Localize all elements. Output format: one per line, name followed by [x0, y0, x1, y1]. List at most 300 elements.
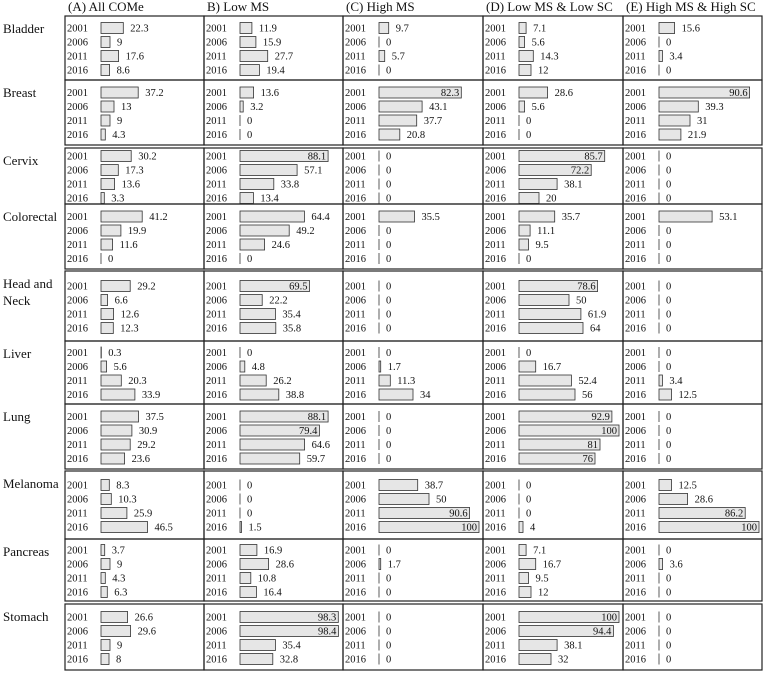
- year-label: 2006: [625, 426, 646, 437]
- year-label: 2016: [485, 454, 506, 465]
- year-label: 2011: [67, 240, 88, 251]
- value-label: 37.5: [145, 412, 164, 423]
- year-label: 2006: [485, 165, 506, 177]
- year-label: 2011: [625, 508, 646, 520]
- year-label: 2001: [67, 88, 88, 99]
- year-label: 2011: [345, 179, 366, 191]
- row-label: Liver: [3, 346, 32, 361]
- value-label: 100: [601, 612, 617, 624]
- value-label: 29.2: [137, 281, 156, 293]
- row-label: Breast: [3, 85, 37, 100]
- value-label: 0: [526, 348, 532, 359]
- year-label: 2001: [345, 545, 366, 557]
- row-label: Neck: [3, 293, 31, 308]
- bar: [240, 587, 256, 598]
- value-label: 0: [108, 254, 114, 265]
- year-label: 2016: [625, 587, 646, 599]
- bar: [240, 51, 268, 62]
- row-label: Cervix: [3, 153, 39, 168]
- value-label: 0: [666, 226, 672, 237]
- bar: [240, 239, 265, 250]
- bar: [379, 375, 390, 386]
- year-label: 2006: [67, 426, 88, 437]
- bar: [659, 389, 672, 400]
- bar: [101, 508, 127, 519]
- year-label: 2011: [67, 116, 88, 127]
- year-label: 2016: [345, 454, 366, 465]
- year-label: 2016: [625, 130, 646, 141]
- bar: [519, 101, 525, 112]
- year-label: 2006: [625, 494, 646, 506]
- year-label: 2016: [485, 130, 506, 141]
- value-label: 3.7: [111, 545, 125, 557]
- year-label: 2006: [625, 102, 646, 113]
- year-label: 2016: [67, 130, 88, 141]
- year-label: 2001: [345, 612, 366, 624]
- year-label: 2016: [345, 130, 366, 141]
- value-label: 35.4: [282, 640, 301, 652]
- year-label: 2011: [625, 573, 646, 585]
- year-label: 2006: [345, 559, 366, 571]
- value-label: 9.5: [535, 240, 549, 251]
- bar: [519, 573, 529, 584]
- year-label: 2001: [625, 480, 646, 492]
- year-label: 2001: [485, 480, 506, 492]
- bar: [519, 295, 569, 306]
- year-label: 2006: [485, 426, 506, 437]
- bar: [519, 239, 529, 250]
- value-label: 0: [666, 587, 672, 599]
- year-label: 2006: [485, 37, 506, 49]
- year-label: 2016: [345, 587, 366, 599]
- bar: [240, 559, 269, 570]
- year-label: 2016: [67, 390, 88, 401]
- year-label: 2001: [345, 88, 366, 99]
- bar: [659, 115, 690, 126]
- bar: [101, 626, 131, 637]
- year-label: 2016: [485, 522, 506, 534]
- bar: [101, 559, 110, 570]
- value-label: 0: [247, 494, 253, 506]
- year-label: 2011: [485, 116, 506, 127]
- bar: [379, 211, 415, 222]
- value-label: 76: [582, 454, 593, 465]
- year-label: 2006: [67, 102, 88, 113]
- value-label: 43.1: [429, 102, 448, 113]
- year-label: 2016: [345, 522, 366, 534]
- year-label: 2006: [345, 102, 366, 113]
- bar: [101, 101, 114, 112]
- value-label: 4.8: [251, 362, 265, 373]
- bar: [101, 640, 110, 651]
- value-label: 37.2: [145, 88, 164, 99]
- year-label: 2011: [625, 179, 646, 191]
- year-label: 2016: [206, 193, 227, 205]
- value-label: 28.6: [554, 88, 573, 99]
- year-label: 2001: [206, 480, 227, 492]
- value-label: 8.6: [116, 65, 130, 77]
- year-label: 2011: [485, 376, 506, 387]
- bar: [240, 439, 305, 450]
- value-label: 0: [386, 640, 392, 652]
- value-label: 9: [117, 116, 123, 127]
- value-label: 13.6: [121, 179, 140, 191]
- bar: [379, 361, 381, 372]
- year-label: 2001: [485, 612, 506, 624]
- bar: [379, 480, 418, 491]
- year-label: 2006: [345, 295, 366, 307]
- bar: [659, 480, 672, 491]
- value-label: 8: [116, 654, 122, 666]
- value-label: 0: [386, 226, 392, 237]
- year-label: 2006: [67, 295, 88, 307]
- year-label: 2001: [67, 151, 88, 163]
- bar: [519, 545, 526, 556]
- value-label: 0: [526, 130, 532, 141]
- value-label: 50: [436, 494, 447, 506]
- value-label: 17.3: [125, 165, 144, 177]
- value-label: 16.9: [263, 545, 283, 557]
- year-label: 2011: [67, 51, 88, 63]
- value-label: 0: [666, 362, 672, 373]
- value-label: 0: [666, 240, 672, 251]
- bar: [519, 522, 523, 533]
- value-label: 0: [386, 193, 392, 205]
- value-label: 88.1: [307, 151, 327, 163]
- value-label: 61.9: [587, 309, 607, 321]
- value-label: 0: [666, 295, 672, 307]
- year-label: 2011: [625, 640, 646, 652]
- value-label: 0: [386, 151, 392, 163]
- year-label: 2001: [625, 281, 646, 293]
- bar: [240, 573, 251, 584]
- year-label: 2016: [67, 587, 88, 599]
- bar: [101, 165, 118, 176]
- bar: [519, 559, 536, 570]
- value-label: 0: [386, 454, 392, 465]
- year-label: 2006: [67, 559, 88, 571]
- bar: [519, 23, 526, 34]
- value-label: 81: [587, 440, 598, 451]
- value-label: 0: [666, 640, 672, 652]
- value-label: 0: [386, 240, 392, 251]
- value-label: 90.6: [729, 88, 748, 99]
- year-label: 2011: [67, 440, 88, 451]
- year-label: 2006: [485, 226, 506, 237]
- value-label: 0: [386, 323, 392, 335]
- year-label: 2011: [345, 116, 366, 127]
- value-label: 90.6: [449, 508, 468, 520]
- value-label: 5.6: [113, 362, 127, 373]
- year-label: 2016: [625, 254, 646, 265]
- year-label: 2011: [206, 309, 227, 321]
- bar: [240, 640, 275, 651]
- year-label: 2016: [485, 65, 506, 77]
- bar: [379, 51, 385, 62]
- year-label: 2011: [345, 240, 366, 251]
- value-label: 20.8: [406, 130, 426, 141]
- bar: [519, 375, 571, 386]
- value-label: 86.2: [724, 508, 744, 520]
- year-label: 2011: [206, 573, 227, 585]
- year-label: 2006: [345, 226, 366, 237]
- bar: [379, 115, 417, 126]
- bar: [101, 389, 135, 400]
- bar: [101, 439, 130, 450]
- year-label: 2006: [625, 626, 646, 638]
- column-header: (A) All COMe: [68, 0, 144, 14]
- value-label: 78.6: [577, 281, 596, 293]
- year-label: 2001: [206, 212, 227, 223]
- value-label: 0: [666, 65, 672, 77]
- value-label: 0: [386, 65, 392, 77]
- value-label: 12.3: [120, 323, 139, 335]
- year-label: 2006: [67, 626, 88, 638]
- value-label: 88.1: [307, 412, 327, 423]
- year-label: 2001: [485, 348, 506, 359]
- value-label: 100: [461, 522, 477, 534]
- year-label: 2006: [206, 165, 227, 177]
- bar: [101, 23, 123, 34]
- year-label: 2016: [67, 522, 88, 534]
- value-label: 46.5: [154, 522, 173, 534]
- year-label: 2011: [67, 309, 88, 321]
- value-label: 33.9: [141, 390, 161, 401]
- year-label: 2011: [67, 640, 88, 652]
- value-label: 19.9: [127, 226, 147, 237]
- value-label: 0: [666, 412, 672, 423]
- year-label: 2011: [345, 309, 366, 321]
- value-label: 79.4: [299, 426, 318, 437]
- year-label: 2011: [485, 573, 506, 585]
- column-header: (D) Low MS & Low SC: [486, 0, 613, 14]
- bar: [519, 654, 551, 665]
- year-label: 2001: [206, 545, 227, 557]
- value-label: 30.9: [138, 426, 158, 437]
- value-label: 64.4: [311, 212, 330, 223]
- bar: [240, 375, 266, 386]
- value-label: 12.6: [120, 309, 139, 321]
- value-label: 11.1: [537, 226, 556, 237]
- value-label: 26.2: [273, 376, 292, 387]
- year-label: 2001: [345, 281, 366, 293]
- value-label: 0: [526, 494, 532, 506]
- value-label: 16.7: [542, 559, 562, 571]
- bar: [101, 193, 104, 204]
- value-label: 32.8: [279, 654, 299, 666]
- year-label: 2006: [206, 362, 227, 373]
- year-label: 2016: [625, 654, 646, 666]
- year-label: 2011: [206, 240, 227, 251]
- year-label: 2006: [625, 226, 646, 237]
- year-label: 2001: [485, 88, 506, 99]
- bar: [519, 65, 531, 76]
- bar: [101, 239, 113, 250]
- bar: [519, 640, 557, 651]
- year-label: 2001: [67, 348, 88, 359]
- bar: [101, 115, 110, 126]
- bar: [101, 151, 131, 162]
- value-label: 98.4: [318, 626, 337, 638]
- year-label: 2011: [625, 440, 646, 451]
- value-label: 10.3: [118, 494, 137, 506]
- bar: [240, 87, 254, 98]
- bar: [379, 23, 389, 34]
- value-label: 0: [666, 454, 672, 465]
- value-label: 15.9: [262, 37, 282, 49]
- year-label: 2016: [345, 65, 366, 77]
- year-label: 2011: [345, 440, 366, 451]
- bar: [240, 654, 273, 665]
- value-label: 0: [386, 654, 392, 666]
- row-label: Lung: [3, 409, 31, 424]
- value-label: 0: [666, 165, 672, 177]
- value-label: 19.4: [266, 65, 285, 77]
- value-label: 5.6: [531, 102, 545, 113]
- value-label: 8.3: [116, 480, 130, 492]
- year-label: 2001: [67, 612, 88, 624]
- year-label: 2016: [67, 193, 88, 205]
- value-label: 0: [666, 254, 672, 265]
- year-label: 2016: [206, 323, 227, 335]
- year-label: 2011: [67, 376, 88, 387]
- year-label: 2006: [625, 295, 646, 307]
- value-label: 5.6: [531, 37, 545, 49]
- year-label: 2011: [485, 508, 506, 520]
- year-label: 2011: [206, 440, 227, 451]
- column-header: (C) High MS: [346, 0, 415, 14]
- year-label: 2001: [345, 412, 366, 423]
- bar: [101, 411, 139, 422]
- year-label: 2001: [485, 212, 506, 223]
- year-label: 2001: [345, 212, 366, 223]
- bar: [240, 193, 253, 204]
- year-label: 2001: [485, 545, 506, 557]
- bar: [101, 309, 114, 320]
- year-label: 2011: [206, 179, 227, 191]
- value-label: 0: [386, 545, 392, 557]
- value-label: 64: [590, 323, 601, 335]
- value-label: 34: [420, 390, 431, 401]
- year-label: 2011: [485, 440, 506, 451]
- year-label: 2006: [625, 559, 646, 571]
- year-label: 2006: [206, 37, 227, 49]
- value-label: 5.7: [391, 51, 405, 63]
- year-label: 2016: [206, 65, 227, 77]
- value-label: 32: [558, 654, 569, 666]
- value-label: 7.1: [533, 545, 547, 557]
- year-label: 2011: [345, 51, 366, 63]
- value-label: 4.3: [112, 130, 126, 141]
- value-label: 98.3: [317, 612, 337, 624]
- year-label: 2001: [67, 281, 88, 293]
- value-label: 52.4: [578, 376, 597, 387]
- value-label: 38.1: [564, 640, 583, 652]
- bar: [659, 494, 688, 505]
- value-label: 0: [526, 254, 532, 265]
- value-label: 9: [117, 640, 123, 652]
- value-label: 20.3: [128, 376, 147, 387]
- value-label: 11.6: [119, 240, 138, 251]
- bar: [519, 193, 539, 204]
- value-label: 35.4: [282, 309, 301, 321]
- value-label: 20: [546, 193, 557, 205]
- year-label: 2001: [67, 412, 88, 423]
- year-label: 2011: [625, 309, 646, 321]
- year-label: 2016: [485, 587, 506, 599]
- year-label: 2001: [345, 480, 366, 492]
- year-label: 2006: [485, 362, 506, 373]
- year-label: 2006: [625, 165, 646, 177]
- value-label: 1.7: [387, 559, 401, 571]
- value-label: 9.5: [535, 573, 549, 585]
- bar: [659, 101, 698, 112]
- value-label: 56: [582, 390, 593, 401]
- bar: [659, 211, 712, 222]
- value-label: 3.2: [250, 102, 264, 113]
- year-label: 2001: [67, 480, 88, 492]
- year-label: 2011: [485, 240, 506, 251]
- row-label: Stomach: [3, 609, 49, 624]
- column-header: B) Low MS: [207, 0, 270, 14]
- year-label: 2001: [206, 412, 227, 423]
- bar: [101, 211, 142, 222]
- value-label: 6.6: [114, 295, 128, 307]
- year-label: 2016: [345, 323, 366, 335]
- value-label: 22.3: [130, 23, 149, 35]
- value-label: 39.3: [705, 102, 724, 113]
- value-label: 4: [530, 522, 536, 534]
- bar: [240, 323, 276, 334]
- value-label: 0: [666, 309, 672, 321]
- value-label: 0: [386, 587, 392, 599]
- bar: [519, 309, 581, 320]
- bar: [240, 295, 262, 306]
- value-label: 37.7: [423, 116, 443, 127]
- year-label: 2001: [345, 151, 366, 163]
- value-label: 30.2: [138, 151, 157, 163]
- year-label: 2001: [625, 88, 646, 99]
- value-label: 25.9: [133, 508, 153, 520]
- year-label: 2011: [206, 376, 227, 387]
- value-label: 28.6: [694, 494, 713, 506]
- bar: [240, 101, 243, 112]
- value-label: 0: [666, 193, 672, 205]
- year-label: 2011: [206, 116, 227, 127]
- value-label: 9: [117, 37, 123, 49]
- value-label: 64.6: [311, 440, 330, 451]
- year-label: 2016: [625, 65, 646, 77]
- year-label: 2016: [485, 323, 506, 335]
- bar: [240, 389, 279, 400]
- value-label: 13.4: [260, 193, 279, 205]
- value-label: 16.4: [263, 587, 282, 599]
- year-label: 2001: [485, 412, 506, 423]
- value-label: 0: [526, 508, 532, 520]
- bar: [240, 37, 256, 48]
- value-label: 82.3: [440, 88, 460, 99]
- bar: [379, 101, 422, 112]
- value-label: 0: [666, 281, 672, 293]
- year-label: 2001: [206, 348, 227, 359]
- bar: [379, 559, 381, 570]
- year-label: 2006: [206, 626, 227, 638]
- value-label: 0: [666, 612, 672, 624]
- value-label: 0: [386, 309, 392, 321]
- bar: [379, 494, 429, 505]
- year-label: 2016: [67, 654, 88, 666]
- column-header: (E) High MS & High SC: [626, 0, 756, 14]
